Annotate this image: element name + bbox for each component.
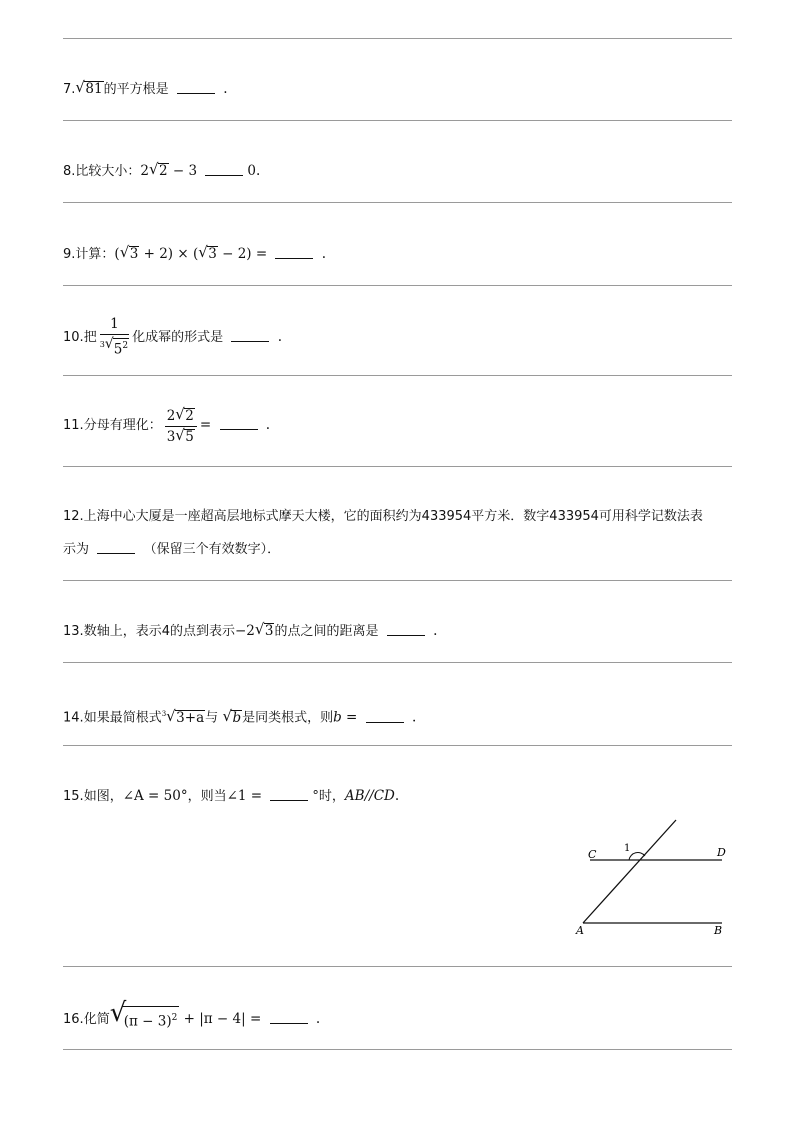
answer-blank[interactable] <box>270 1009 308 1024</box>
geometry-figure <box>574 815 734 945</box>
question-8: 8.比较大小：2 √ 2 − 3 0. <box>63 160 260 183</box>
label-c: C <box>588 848 597 861</box>
question-16: 16.化简 √ $(\pi - 3)^2 + |\pi - 4|$ = . <box>63 1006 320 1033</box>
label-a: A <box>576 924 584 937</box>
divider <box>63 375 732 376</box>
divider <box>63 580 732 581</box>
question-9: 9.计算：( √ 3 + 2) × ( √ 3 − 2) = . <box>63 243 327 262</box>
label-d: D <box>717 846 726 859</box>
divider <box>63 966 732 967</box>
divider <box>63 285 732 286</box>
divider <box>63 662 732 663</box>
divider <box>63 120 732 121</box>
label-b: B <box>714 924 723 937</box>
answer-blank[interactable] <box>177 79 215 94</box>
label-1: 1 <box>624 843 631 854</box>
divider <box>63 202 732 203</box>
answer-blank[interactable] <box>366 708 404 723</box>
answer-blank[interactable] <box>275 244 313 259</box>
answer-blank[interactable] <box>270 786 308 801</box>
answer-blank[interactable] <box>387 621 425 636</box>
question-12-line1: 12.上海中心大厦是一座超高层地标式摩天大楼，它的面积约为433954平方米．数字433954可用科学记数法表 <box>63 509 703 524</box>
answer-blank[interactable] <box>231 327 269 342</box>
transversal <box>583 820 676 923</box>
divider <box>63 466 732 467</box>
fraction: 2 √ 2 3 √ 5 <box>165 408 197 445</box>
answer-blank[interactable] <box>205 161 243 176</box>
question-14: 14.如果最简根式$^3$ √ 3+a与 √ b是同类根式，则b = . <box>63 706 417 726</box>
fraction: 1 $^3$ √ $5^2$ <box>99 316 129 357</box>
question-7: 7. √ 81的平方根是 . <box>63 78 228 101</box>
question-13: 13.数轴上，表示4的点到表示−2 √ 3的点之间的距离是 . <box>63 620 438 639</box>
question-11: 11.分母有理化： 2 √ 2 3 √ 5 = . <box>63 405 271 445</box>
divider <box>63 745 732 746</box>
question-10: 10.把 1 $^3$ √ $5^2$ 化成幂的形式是 . <box>63 316 283 357</box>
answer-blank[interactable] <box>220 415 258 430</box>
sqrt-expression: √ $(\pi - 3)^2$ <box>109 998 178 1030</box>
divider <box>63 1049 732 1050</box>
answer-blank[interactable] <box>97 539 135 554</box>
sqrt-81: √ 81 <box>75 78 103 97</box>
question-12-line2: 示为 （保留三个有效数字）． <box>63 538 280 561</box>
question-15: 15.如图，∠A = 50°，则当∠1 = °时，AB//CD. <box>63 788 400 804</box>
divider <box>63 38 732 39</box>
sqrt-2: √ 2 <box>149 160 168 179</box>
